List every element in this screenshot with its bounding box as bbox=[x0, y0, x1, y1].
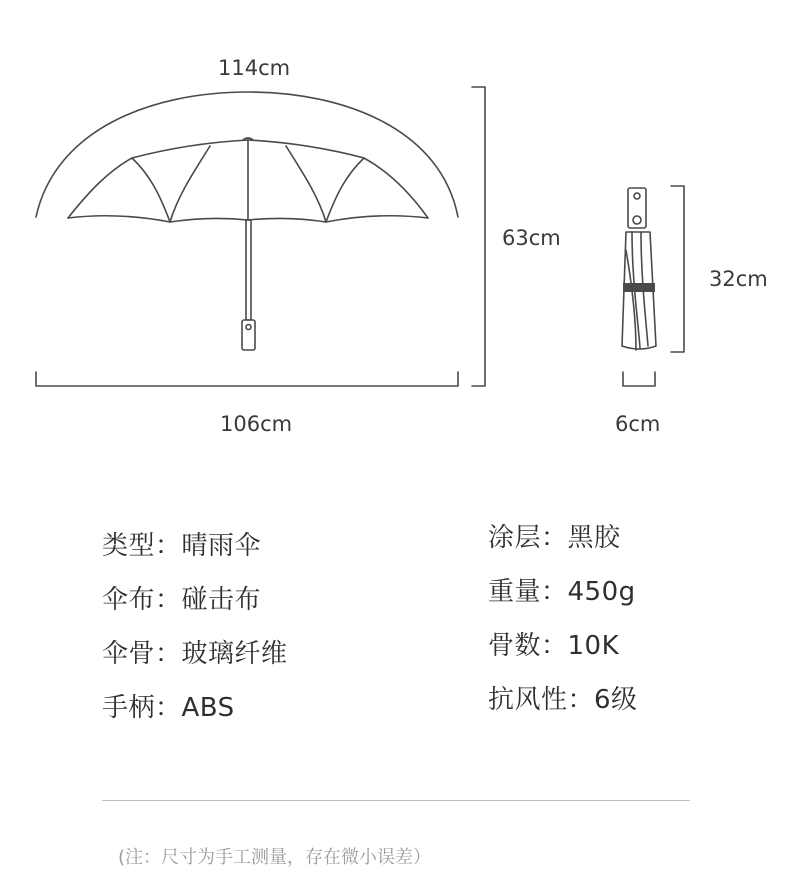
spec-coating bbox=[488, 517, 621, 554]
folded-width-bracket bbox=[623, 372, 655, 386]
spec-label: 伞布： bbox=[102, 585, 182, 615]
spec-ribs bbox=[488, 625, 619, 662]
spec-type bbox=[102, 525, 261, 562]
spec-fabric bbox=[102, 579, 261, 616]
outer-arc-line bbox=[36, 92, 458, 217]
open-height-bracket bbox=[472, 87, 485, 386]
folded-umbrella bbox=[622, 188, 656, 350]
spec-label: 骨数： bbox=[488, 631, 568, 661]
spec-wind-resistance bbox=[488, 679, 638, 716]
spec-value: 玻璃纤维 bbox=[181, 639, 288, 669]
spec-label: 重量： bbox=[488, 577, 568, 607]
spec-label: 涂层： bbox=[488, 523, 568, 553]
spec-label: 手柄： bbox=[102, 693, 182, 723]
spec-label: 伞骨： bbox=[102, 639, 182, 669]
spec-value: 10K bbox=[567, 631, 620, 661]
spec-label: 类型： bbox=[102, 531, 182, 561]
spec-value: 6级 bbox=[594, 685, 638, 715]
spec-label: 抗风性： bbox=[488, 685, 595, 715]
spec-value: 晴雨伞 bbox=[181, 531, 262, 561]
open-width-bracket bbox=[36, 372, 458, 386]
folded-length-bracket bbox=[671, 186, 684, 352]
spec-value: 碰击布 bbox=[181, 585, 262, 615]
open-height-label: 63cm bbox=[502, 226, 561, 250]
open-arc-width-label: 114cm bbox=[218, 56, 291, 80]
open-umbrella bbox=[68, 138, 458, 350]
open-width-label: 106cm bbox=[220, 412, 293, 436]
folded-strap bbox=[623, 283, 655, 292]
folded-width-label: 6cm bbox=[615, 412, 661, 436]
spec-value: 黑胶 bbox=[567, 523, 621, 553]
divider-line bbox=[102, 800, 690, 801]
spec-weight bbox=[488, 571, 636, 608]
spec-value: ABS bbox=[181, 693, 235, 723]
spec-frame bbox=[102, 633, 288, 670]
folded-length-label: 32cm bbox=[709, 267, 768, 291]
spec-handle bbox=[102, 687, 235, 724]
measurement-note: (注：尺寸为手工测量，存在微小误差） bbox=[118, 847, 432, 868]
spec-value: 450g bbox=[567, 577, 636, 607]
